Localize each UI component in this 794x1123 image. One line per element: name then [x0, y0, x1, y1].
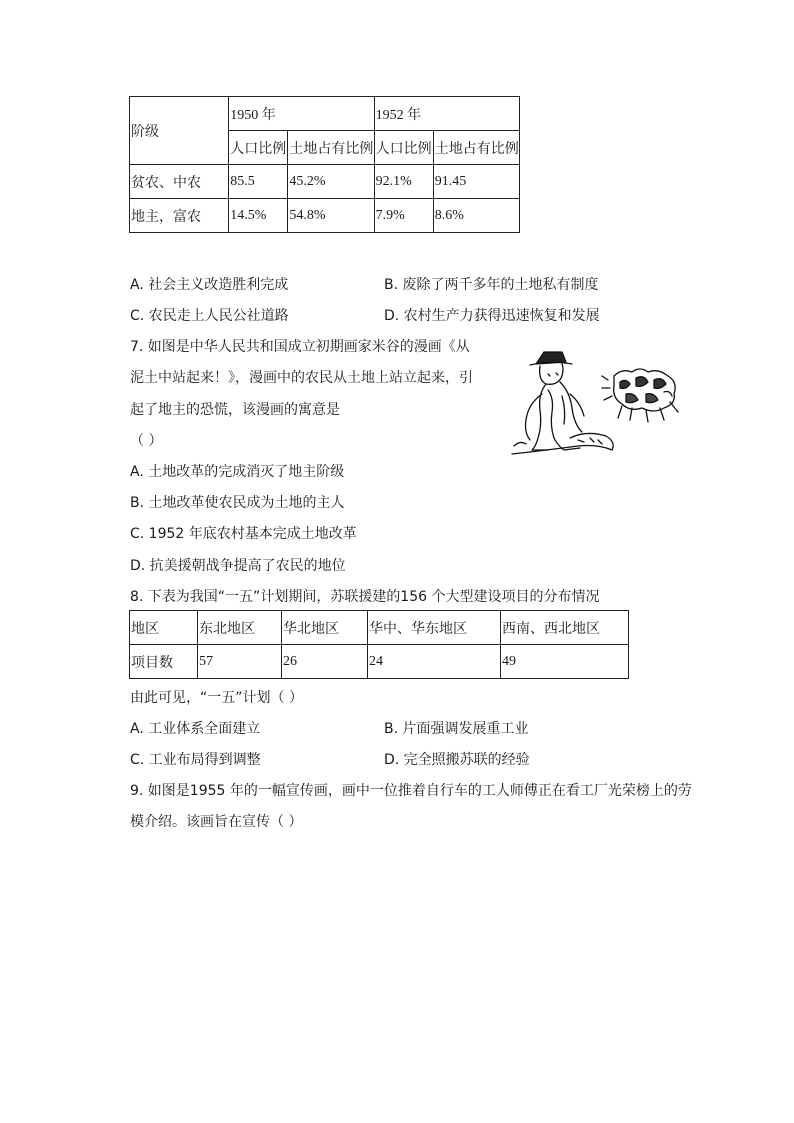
table1-cell: 85.5: [229, 165, 288, 199]
table-row: [130, 645, 629, 679]
q7-option-c: C. 1952 年底农村基本完成土地改革: [130, 526, 357, 542]
table-row: [130, 165, 520, 199]
table2-header: 华中、华东地区: [368, 611, 501, 645]
table2-cell: 57: [198, 645, 282, 679]
table1-cell: 45.2%: [288, 165, 374, 199]
table1-header-class: 阶级: [130, 97, 229, 165]
table1-sub: 人口比例: [374, 131, 433, 165]
table1-sub: 土地占有比例: [288, 131, 374, 165]
q7-stem-line1: 7. 如图是中华人民共和国成立初期画家米谷的漫画《从: [130, 339, 470, 355]
q8-stem: 8. 下表为我国“一五”计划期间，苏联援建的156 个大型建设项目的分布情况: [130, 589, 600, 605]
table1-cell: 92.1%: [374, 165, 433, 199]
table1-row-label: 地主，富农: [130, 199, 229, 233]
q6-option-a: A. 社会主义改造胜利完成: [130, 277, 289, 293]
q8-option-b: B. 片面强调发展重工业: [384, 721, 529, 737]
q7-option-d: D. 抗美援朝战争提高了农民的地位: [130, 558, 346, 574]
table2-header: 西南、西北地区: [501, 611, 629, 645]
table2-cell: 24: [368, 645, 501, 679]
q9-stem-line1: 9. 如图是1955 年的一幅宣传画，画中一位推着自行车的工人师傅正在看工厂光荣榜上的劳: [130, 783, 692, 799]
table1-cell: 7.9%: [374, 199, 433, 233]
q8-after: 由此可见，“一五”计划（ ）: [130, 690, 303, 706]
table2-header: 东北地区: [198, 611, 282, 645]
land-ratio-table: [129, 96, 520, 233]
q7-answer-blank: （ ）: [130, 433, 163, 449]
cartoon-image: [508, 346, 686, 460]
table2-cell: 49: [501, 645, 629, 679]
table1-cell: 91.45: [433, 165, 519, 199]
table2-header: 华北地区: [282, 611, 368, 645]
table2-cell: 26: [282, 645, 368, 679]
q8-option-d: D. 完全照搬苏联的经验: [384, 752, 530, 768]
q7-stem-line2: 泥土中站起来！》，漫画中的农民从土地上站立起来，引: [130, 370, 473, 386]
q7-option-b: B. 土地改革使农民成为土地的主人: [130, 495, 345, 511]
q6-option-d: D. 农村生产力获得迅速恢复和发展: [384, 308, 600, 324]
q8-option-a: A. 工业体系全面建立: [130, 721, 261, 737]
table1-year2: 1952 年: [374, 97, 519, 131]
table1-cell: 14.5%: [229, 199, 288, 233]
q7-stem-line3: 起了地主的恐慌，该漫画的寓意是: [130, 402, 340, 418]
q6-option-b: B. 废除了两千多年的土地私有制度: [384, 277, 599, 293]
table1-sub: 土地占有比例: [433, 131, 519, 165]
q8-option-c: C. 工业布局得到调整: [130, 752, 261, 768]
table2-header: 地区: [130, 611, 198, 645]
project-distribution-table: [129, 610, 629, 679]
table1-sub: 人口比例: [229, 131, 288, 165]
table1-row-label: 贫农、中农: [130, 165, 229, 199]
q6-option-c: C. 农民走上人民公社道路: [130, 308, 289, 324]
table1-cell: 54.8%: [288, 199, 374, 233]
table1-cell: 8.6%: [433, 199, 519, 233]
table1-year1: 1950 年: [229, 97, 374, 131]
q7-option-a: A. 土地改革的完成消灭了地主阶级: [130, 464, 345, 480]
table-row: [130, 611, 629, 645]
table2-cell: 项目数: [130, 645, 198, 679]
q9-stem-line2: 模介绍。该画旨在宣传（ ）: [130, 814, 303, 830]
table-row: [130, 199, 520, 233]
